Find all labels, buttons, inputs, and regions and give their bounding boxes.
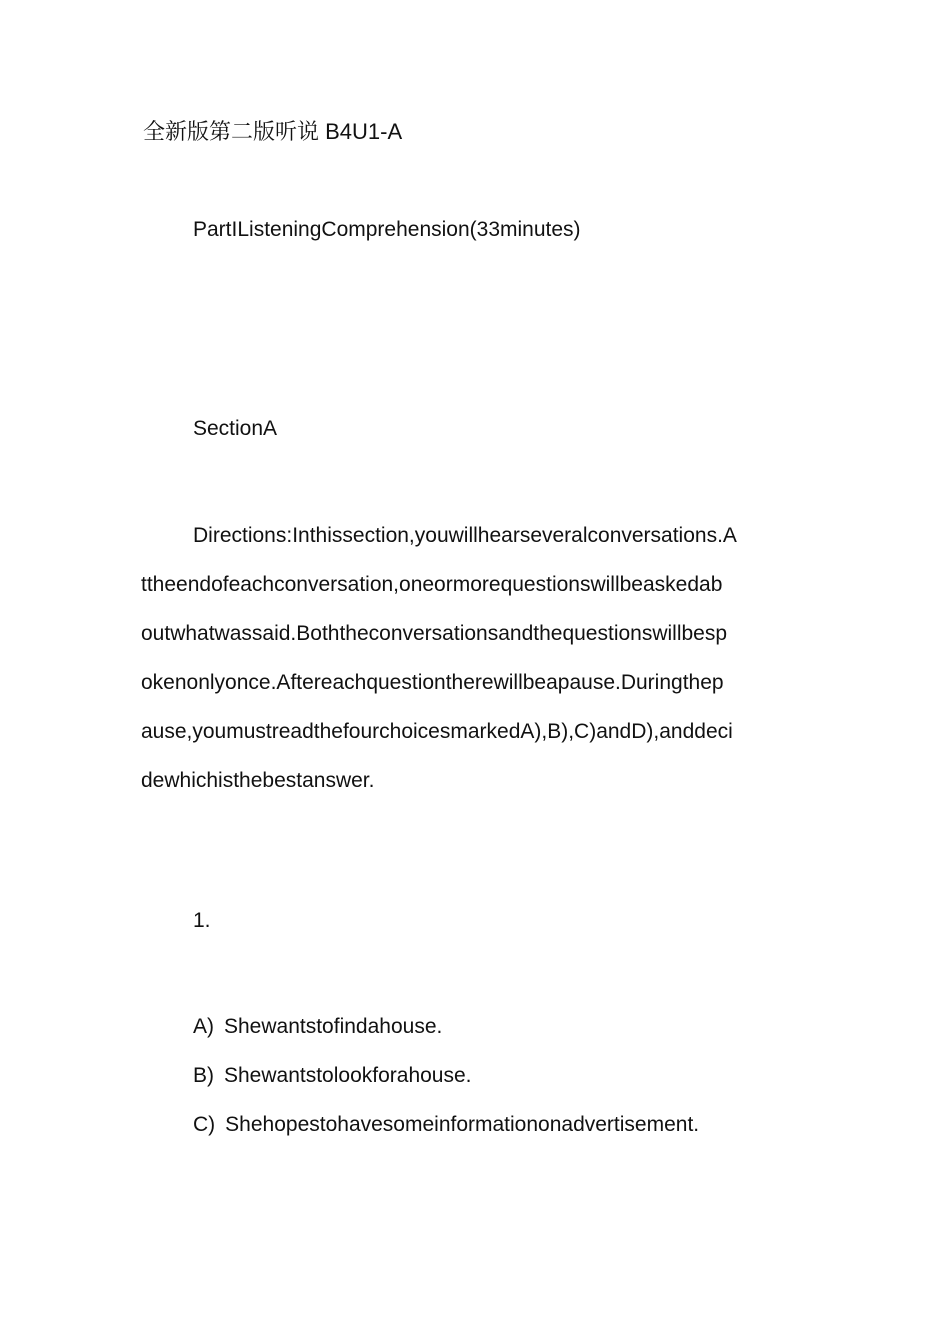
option-a — [193, 1002, 699, 1051]
directions-line: okenonlyonce.Aftereachquestiontherewillbeapause.Duringthep — [141, 671, 724, 694]
option-c — [193, 1100, 699, 1149]
directions-paragraph — [141, 511, 809, 805]
option-text: Shehopestohavesomeinformationonadvertisement. — [225, 1113, 700, 1136]
option-b — [193, 1051, 699, 1100]
directions-line: ttheendofeachconversation,oneormorequestionswillbeaskedab — [141, 573, 723, 596]
directions-line: dewhichisthebestanswer. — [141, 769, 375, 792]
directions-line: Directions:Inthissection,youwillhearseveralconversations.A — [193, 524, 737, 547]
directions-line: ause,youmustreadthefourchoicesmarkedA),B),C)andD),anddeci — [141, 720, 733, 743]
section-heading: SectionA — [193, 417, 278, 440]
option-letter: A) — [193, 1015, 214, 1038]
option-text: Shewantstolookforahouse. — [224, 1064, 472, 1087]
option-letter: C) — [193, 1113, 216, 1136]
question-number: 1. — [193, 909, 211, 932]
directions-line: outwhatwassaid.Boththeconversationsandthequestionswillbesp — [141, 622, 728, 645]
answer-options — [193, 1002, 699, 1149]
option-letter: B) — [193, 1064, 214, 1087]
part-heading: PartIListeningComprehension(33minutes) — [193, 218, 581, 241]
document-title: 全新版第二版听说 B4U1-A — [143, 119, 403, 144]
option-text: Shewantstofindahouse. — [224, 1015, 443, 1038]
